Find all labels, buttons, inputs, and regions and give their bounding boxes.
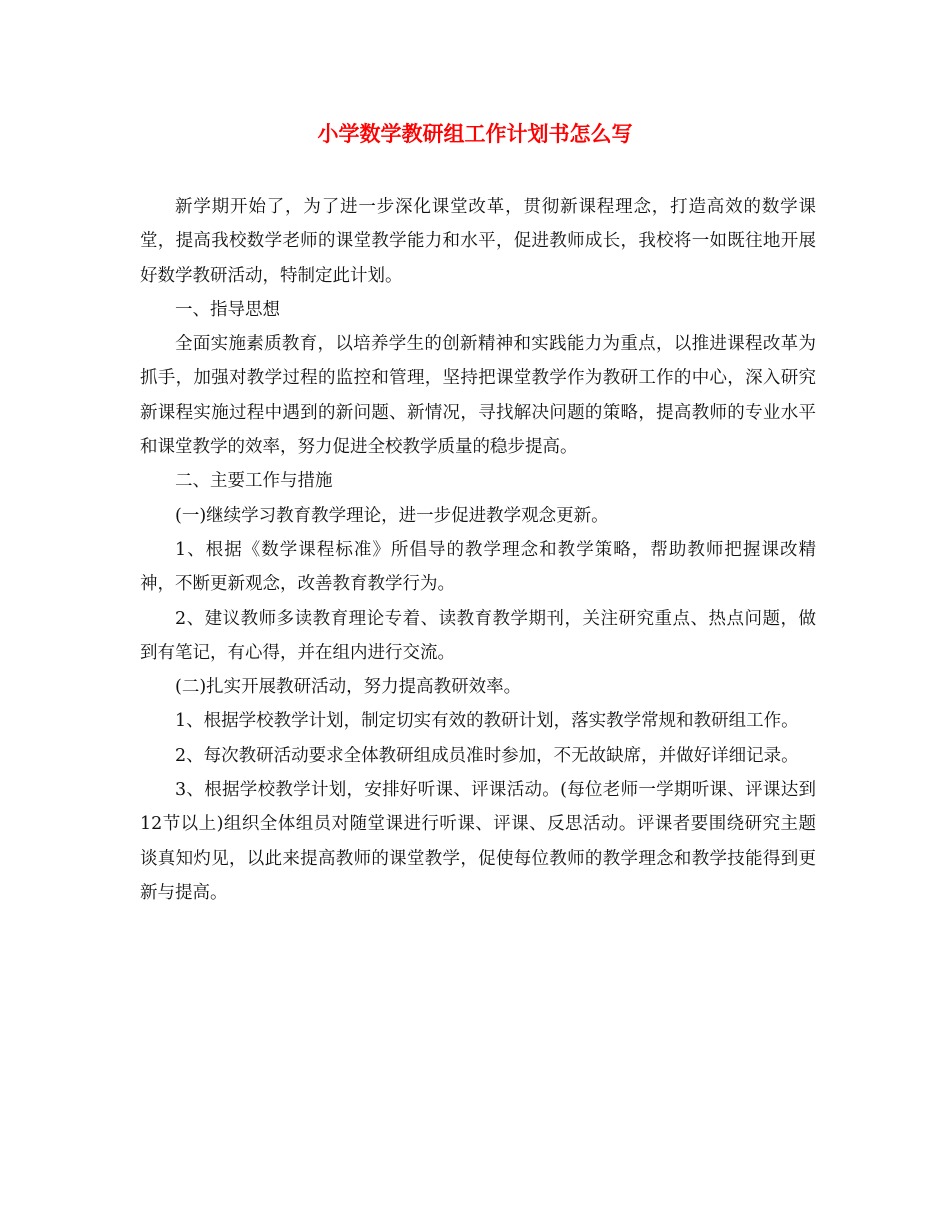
document-body bbox=[140, 190, 816, 910]
paragraph-intro: 新学期开始了，为了进一步深化课堂改革，贯彻新课程理念，打造高效的数学课堂，提高我校数学老师的课堂教学能力和水平，促进教师成长，我校将一如既往地开展好数学教研活动，特制定此计划。 bbox=[140, 197, 816, 286]
list-item-attendance: 2、每次教研活动要求全体教研组成员准时参加，不无故缺席，并做好详细记录。 bbox=[175, 745, 799, 766]
subsection-heading-research-activities: (二)扎实开展教研活动，努力提高教研效率。 bbox=[175, 677, 522, 698]
list-item-lesson-observation: 3、根据学校教学计划，安排好听课、评课活动。(每位老师一学期听课、评课达到12节以上)组织全体组员对随堂课进行听课、评课、反思活动。评课者要围绕研究主题谈真知灼见，以此来提高教师的课堂教学，促使每位教师的教学理念和教学技能得到更新与提高。 bbox=[140, 780, 816, 903]
section-heading-main-work: 二、主要工作与措施 bbox=[175, 471, 333, 492]
list-item-research-plan: 1、根据学校教学计划，制定切实有效的教研计划，落实教学常规和教研组工作。 bbox=[175, 711, 799, 732]
paragraph-guiding-ideology: 全面实施素质教育，以培养学生的创新精神和实践能力为重点，以推进课程改革为抓手，加强对教学过程的监控和管理，坚持把课堂教学作为教研工作的中心，深入研究新课程实施过程中遇到的新问题、新情况，寻找解决问题的策略，提高教师的专业水平和课堂教学的效率，努力促进全校教学质量的稳步提高。 bbox=[140, 334, 816, 458]
list-item-curriculum-standard: 1、根据《数学课程标准》所倡导的教学理念和教学策略，帮助教师把握课改精神，不断更新观念，改善教育教学行为。 bbox=[140, 539, 816, 595]
document-title: 小学数学教研组工作计划书怎么写 bbox=[317, 121, 633, 146]
subsection-heading-study-theory: (一)继续学习教育教学理论，进一步促进教学观念更新。 bbox=[175, 505, 609, 526]
section-heading-guiding-ideology: 一、指导思想 bbox=[175, 299, 280, 320]
list-item-reading: 2、建议教师多读教育理论专着、读教育教学期刊，关注研究重点、热点问题，做到有笔记，有心得，并在组内进行交流。 bbox=[140, 608, 816, 663]
